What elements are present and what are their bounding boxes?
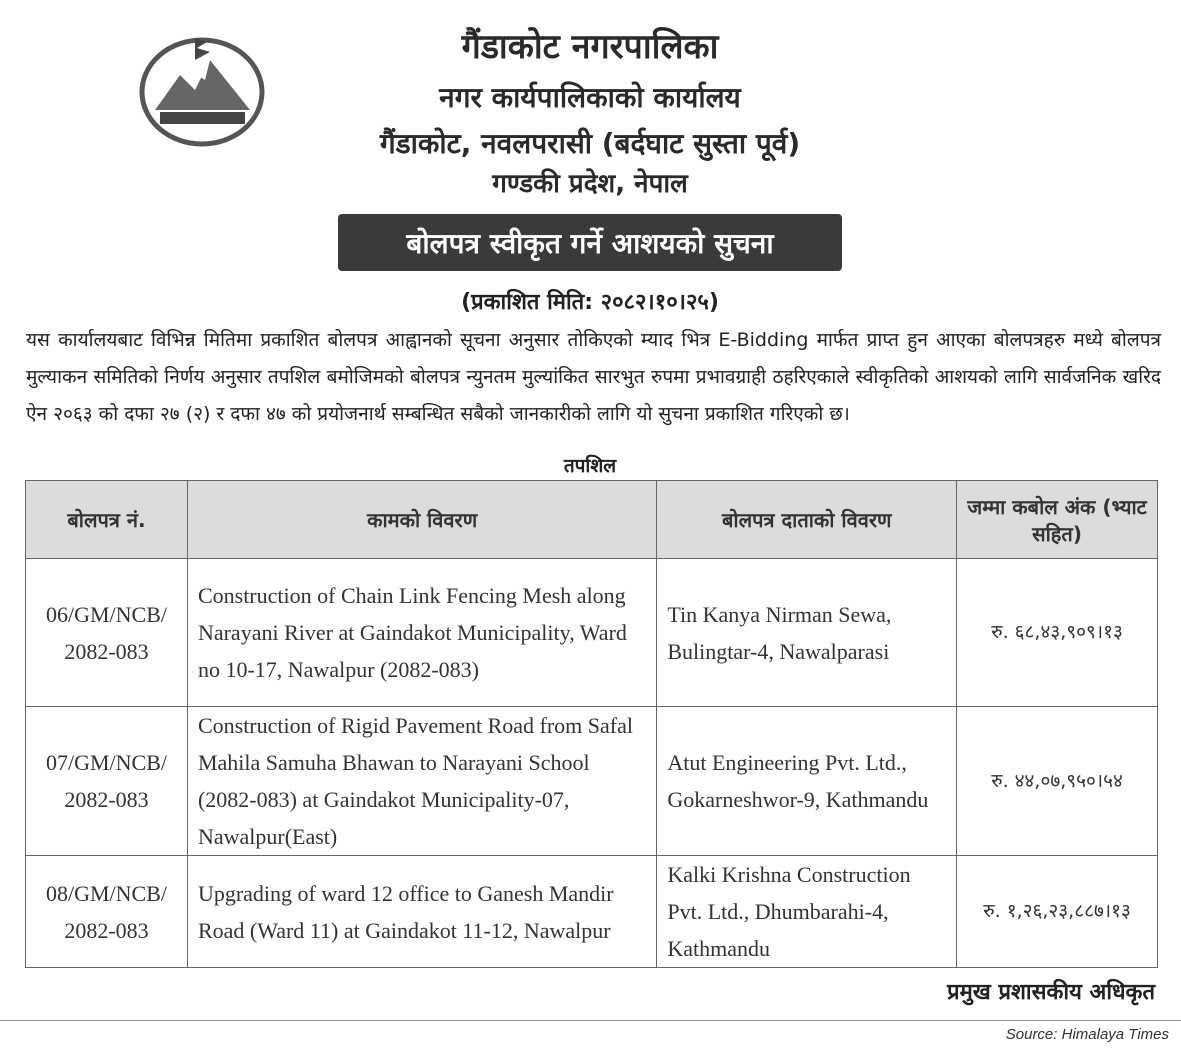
bid-amount: रु. ४४,०७,९५०।५४ [957,707,1158,856]
source-credit: Source: Himalaya Times [1005,1026,1169,1043]
office-address: गैंडाकोट, नवलपरासी (बर्दघाट सुस्ता पूर्व) [379,127,801,160]
office-name: नगर कार्यपालिकाको कार्यालय [439,81,741,114]
bid-table [25,480,1158,968]
table-row [26,707,1158,856]
divider [0,1020,1181,1021]
notice-title: बोलपत्र स्वीकृत गर्ने आशयको सुचना [406,226,774,260]
bidder-details: Kalki Krishna Construction Pvt. Ltd., Dhumbarahi-4, Kathmandu [657,856,957,968]
header-work: कामको विवरण [187,481,656,559]
work-description: Construction of Rigid Pavement Road from Safal Mahila Samuha Bhawan to Narayani School (2082-083) at Gaindakot Municipality-07, Nawalpur(East) [187,707,656,856]
nepal-emblem-logo [135,30,270,150]
notice-body: यस कार्यालयबाट विभिन्न मितिमा प्रकाशित बोलपत्र आह्वानको सूचना अनुसार तोकिएको म्याद भित्र E-Bidding मार्फत प्राप्त हुन आएका बोलपत्रहरु मध्ये बोलपत्र मुल्याकन समितिको निर्णय अनुसार तपशिल बमोजिमको बोलपत्र न्युनतम मुल्यांकित सारभुत रुपमा प्रभावग्राही ठहरिएकाले स्वीकृतिको आशयको लागि सार्वजनिक खरिद ऐन २०६३ को दफा २७ (२) र दफा ४७ को प्रयोजनार्थ सम्बन्धित सबैको जानकारीको लागि यो सुचना प्रकाशित गरिएको छ। [26,329,1161,425]
bid-amount: रु. १,२६,२३,८८७।१३ [957,856,1158,968]
bid-no: 06/GM/NCB/ 2082-083 [26,559,188,707]
bid-no: 07/GM/NCB/ 2082-083 [26,707,188,856]
bidder-details: Atut Engineering Pvt. Ltd., Gokarneshwor-9, Kathmandu [657,707,957,856]
table-row [26,559,1158,707]
signatory-title: प्रमुख प्रशासकीय अधिकृत [947,980,1155,1005]
bidder-details: Tin Kanya Nirman Sewa, Bulingtar-4, Nawalparasi [657,559,957,707]
notice-title-banner [338,214,842,271]
bid-no: 08/GM/NCB/ 2082-083 [26,856,188,968]
table-row [26,856,1158,968]
publish-date: (प्रकाशित मिति: २०८२।१०।२५) [461,290,719,315]
municipality-name: गैंडाकोट नगरपालिका [461,27,719,67]
table-title: तपशिल [563,455,617,477]
table-header-row [26,481,1158,559]
header-bidder: बोलपत्र दाताको विवरण [657,481,957,559]
work-description: Construction of Chain Link Fencing Mesh along Narayani River at Gaindakot Municipality, Ward no 10-17, Nawalpur (2082-083) [187,559,656,707]
bid-amount: रु. ६८,४३,९०९।१३ [957,559,1158,707]
work-description: Upgrading of ward 12 office to Ganesh Mandir Road (Ward 11) at Gaindakot 11-12, Nawalpur [187,856,656,968]
header-bid-no: बोलपत्र नं. [26,481,188,559]
header-amount: जम्मा कबोल अंक (भ्याट सहित) [957,481,1158,559]
province-country: गण्डकी प्रदेश, नेपाल [492,169,688,199]
